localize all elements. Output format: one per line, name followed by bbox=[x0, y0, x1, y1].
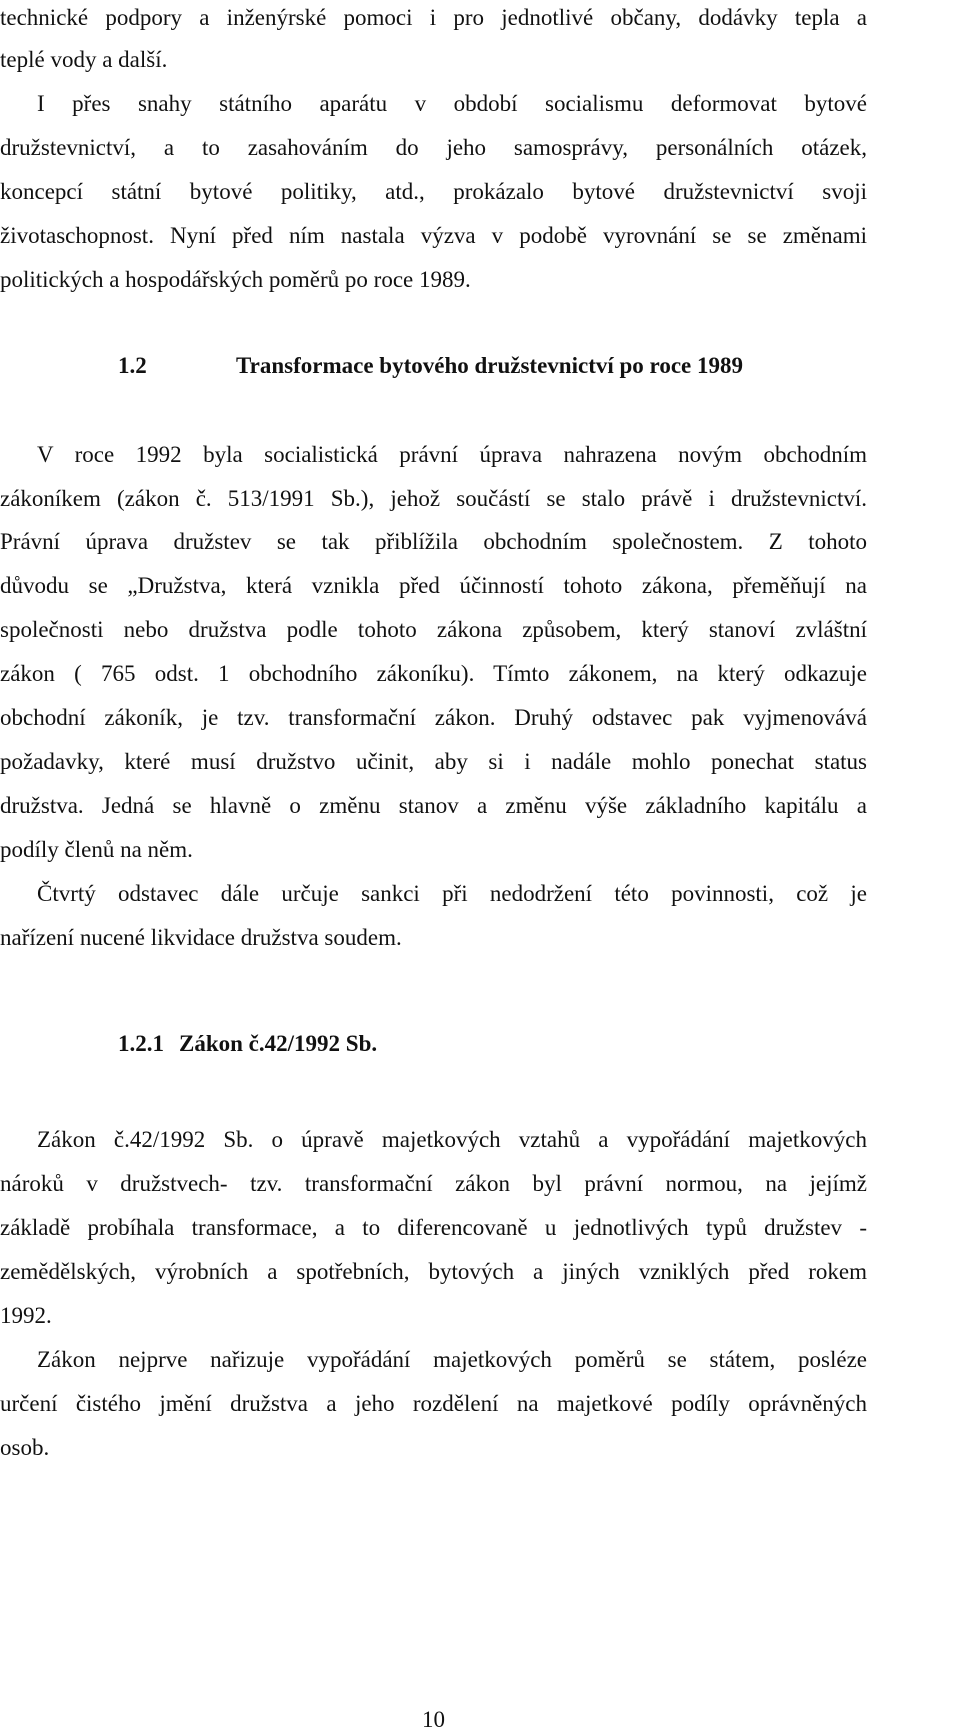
text-line: zemědělských, výrobních a spotřebních, bytových a jiných vzniklých před rokem bbox=[0, 1259, 867, 1284]
text-line: družstevnictví, a to zasahováním do jeho samosprávy, personálních otázek, bbox=[0, 135, 867, 160]
section-heading bbox=[0, 350, 867, 382]
text-line: osob. bbox=[0, 1435, 50, 1460]
text-line: Právní úprava družstev se tak přiblížila obchodním společnostem. Z tohoto bbox=[0, 529, 867, 554]
text-line: požadavky, které musí družstvo učinit, aby si i nadále mohlo ponechat status bbox=[0, 749, 867, 774]
text-line: životaschopnost. Nyní před ním nastala výzva v podobě vyrovnání se se změnami bbox=[0, 223, 867, 248]
text-line: I přes snahy státního aparátu v období socialismu deformovat bytové bbox=[37, 91, 867, 116]
text-line: V roce 1992 byla socialistická právní úprava nahrazena novým obchodním bbox=[37, 442, 867, 467]
subsection-title: Zákon č.42/1992 Sb. bbox=[179, 1031, 378, 1056]
text-line: technické podpory a inženýrské pomoci i pro jednotlivé občany, dodávky tepla a bbox=[0, 5, 867, 30]
text-line: družstva. Jedná se hlavně o změnu stanov a změnu výše základního kapitálu a bbox=[0, 793, 867, 818]
text-line: zákoníkem (zákon č. 513/1991 Sb.), jehož součástí se stalo právě i družstevnictví. bbox=[0, 486, 867, 511]
text-line: Zákon nejprve nařizuje vypořádání majetkových poměrů se státem, posléze bbox=[37, 1347, 867, 1372]
text-line: obchodní zákoník, je tzv. transformační zákon. Druhý odstavec pak vyjmenovává bbox=[0, 705, 867, 730]
text-line: základě probíhala transformace, a to diferencovaně u jednotlivých typů družstev - bbox=[0, 1215, 867, 1240]
subsection-heading bbox=[0, 1028, 867, 1060]
text-line: koncepcí státní bytové politiky, atd., prokázalo bytové družstevnictví svoji bbox=[0, 179, 867, 204]
text-line: určení čistého jmění družstva a jeho rozdělení na majetkové podíly oprávněných bbox=[0, 1391, 867, 1416]
text-line: podíly členů na něm. bbox=[0, 837, 193, 862]
text-line: politických a hospodářských poměrů po roce 1989. bbox=[0, 267, 471, 292]
text-line: společnosti nebo družstva podle tohoto zákona způsobem, který stanoví zvláštní bbox=[0, 617, 867, 642]
text-line: nařízení nucené likvidace družstva soudem. bbox=[0, 925, 402, 950]
text-line: nároků v družstvech- tzv. transformační zákon byl právní normou, na jejímž bbox=[0, 1171, 867, 1196]
text-line: důvodu se „Družstva, která vznikla před účinností tohoto zákona, přeměňují na bbox=[0, 573, 867, 598]
section-number: 1.2 bbox=[118, 353, 147, 378]
text-line: zákon ( 765 odst. 1 obchodního zákoníku). Tímto zákonem, na který odkazuje bbox=[0, 661, 867, 686]
text-line: teplé vody a další. bbox=[0, 47, 168, 72]
subsection-number: 1.2.1 bbox=[118, 1031, 164, 1056]
section-title: Transformace bytového družstevnictví po roce 1989 bbox=[236, 353, 743, 378]
page-number: 10 bbox=[422, 1707, 445, 1732]
text-line: 1992. bbox=[0, 1303, 52, 1328]
text-line: Čtvrtý odstavec dále určuje sankci při nedodržení této povinnosti, což je bbox=[37, 881, 867, 906]
text-line: Zákon č.42/1992 Sb. o úpravě majetkových vztahů a vypořádání majetkových bbox=[37, 1127, 867, 1152]
